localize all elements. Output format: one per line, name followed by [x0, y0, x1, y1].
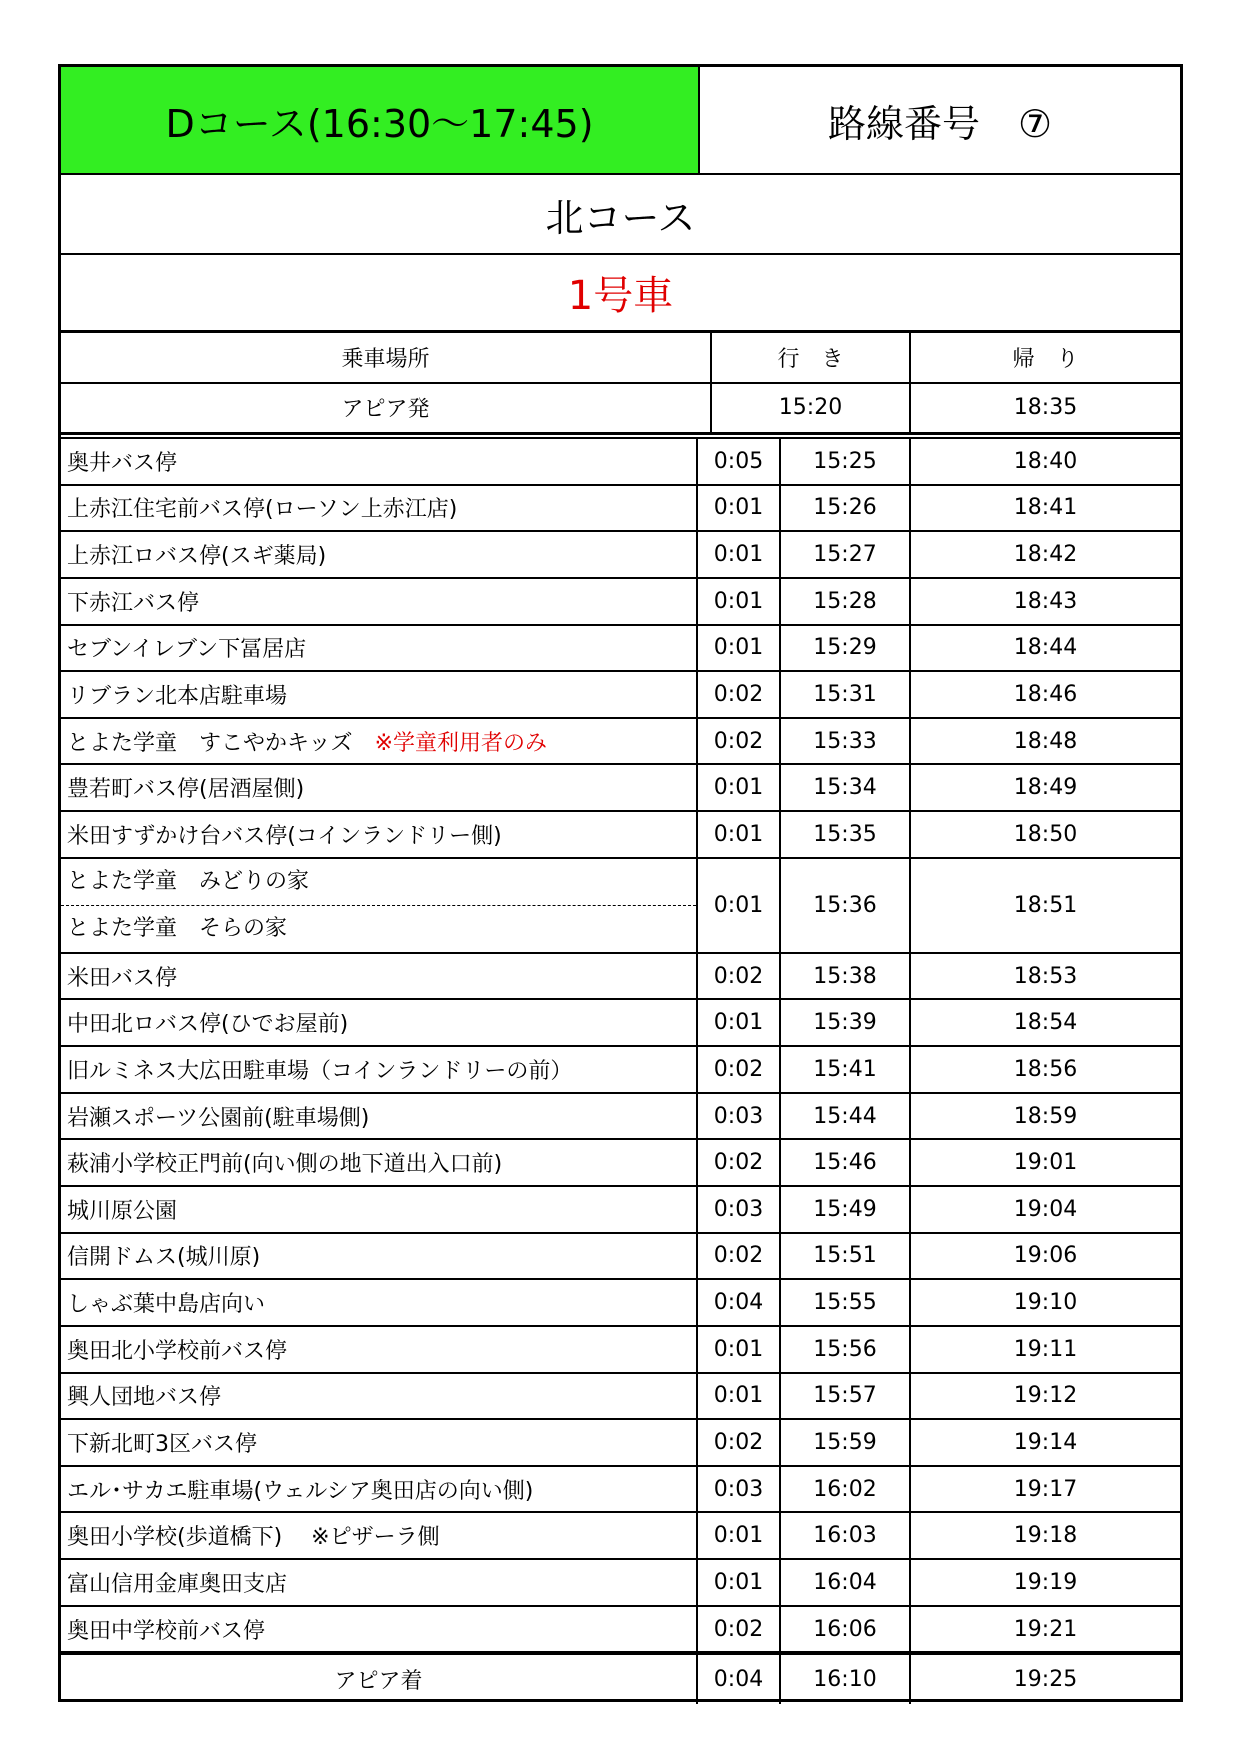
stop-row — [61, 1466, 1180, 1513]
arrive-out: 16:10 — [780, 1654, 910, 1704]
stop-row — [61, 718, 1180, 765]
stop-return-time: 19:06 — [910, 1233, 1180, 1280]
timetable-sheet — [58, 64, 1183, 1702]
stop-interval: 0:01 — [697, 1373, 780, 1420]
stop-return-time: 18:43 — [910, 578, 1180, 625]
stop-return-time: 18:53 — [910, 953, 1180, 1000]
stop-outbound-time: 15:27 — [780, 531, 910, 578]
stop-name-text: 城川原公園 — [67, 1198, 178, 1224]
stop-name — [61, 764, 697, 811]
stop-interval: 0:01 — [697, 811, 780, 858]
stop-row — [61, 953, 1180, 1000]
stop-row — [61, 1186, 1180, 1233]
stop-outbound-time: 15:35 — [780, 811, 910, 858]
stop-row — [61, 764, 1180, 811]
stop-outbound-time: 15:31 — [780, 671, 910, 718]
stop-name-text: 信開ドムス(城川原) — [67, 1245, 261, 1271]
stop-note: ※学童利用者のみ — [374, 730, 547, 756]
stop-name-text: 上赤江ロバス停(スギ薬局) — [67, 544, 327, 570]
stop-name — [61, 531, 697, 578]
stop-row — [61, 485, 1180, 532]
stop-name-text: 米田バス停 — [67, 965, 178, 991]
stop-name-text: 萩浦小学校正門前(向い側の地下道出入口前) — [67, 1152, 503, 1178]
stop-name — [61, 671, 697, 718]
stop-row — [61, 1326, 1180, 1373]
stop-row — [61, 1512, 1180, 1559]
stop-outbound-time: 15:55 — [780, 1279, 910, 1326]
stop-return-time: 19:12 — [910, 1373, 1180, 1420]
stop-row — [61, 671, 1180, 718]
stop-name-text: 下新北町3区バス停 — [67, 1431, 257, 1457]
stop-outbound-time: 15:39 — [780, 999, 910, 1046]
stop-row — [61, 1606, 1180, 1653]
stop-name — [61, 1466, 697, 1513]
stop-return-time: 18:42 — [910, 531, 1180, 578]
stop-outbound-time: 16:04 — [780, 1559, 910, 1606]
stop-row — [61, 1559, 1180, 1606]
stop-return-time: 18:59 — [910, 1093, 1180, 1140]
stop-interval: 0:03 — [697, 1466, 780, 1513]
stop-name-text: 旧ルミネス大広田駐車場（コインランドリーの前） — [67, 1058, 573, 1084]
route-number: 路線番号 ⑦ — [700, 67, 1180, 175]
arrive-gap: 0:04 — [697, 1654, 780, 1704]
stop-return-time: 18:49 — [910, 764, 1180, 811]
stop-outbound-time: 15:25 — [780, 438, 910, 485]
stops-table — [61, 437, 1180, 1653]
stop-interval: 0:01 — [697, 1326, 780, 1373]
depart-row — [61, 383, 1180, 433]
stop-name — [61, 1373, 697, 1420]
stop-outbound-time: 15:51 — [780, 1233, 910, 1280]
stop-interval: 0:02 — [697, 1419, 780, 1466]
stop-return-time: 19:19 — [910, 1559, 1180, 1606]
stop-outbound-time: 15:28 — [780, 578, 910, 625]
col-place-header: 乗車場所 — [61, 333, 711, 383]
stop-interval: 0:04 — [697, 1279, 780, 1326]
col-outbound-header: 行 き — [711, 333, 910, 383]
stop-return-time: 18:51 — [910, 858, 1180, 953]
stop-interval: 0:05 — [697, 438, 780, 485]
stop-row — [61, 625, 1180, 672]
stop-return-time: 18:46 — [910, 671, 1180, 718]
stop-outbound-time: 15:59 — [780, 1419, 910, 1466]
stop-return-time: 18:48 — [910, 718, 1180, 765]
stop-outbound-time: 15:38 — [780, 953, 910, 1000]
arrive-name: アピア着 — [61, 1654, 697, 1704]
stop-return-time: 18:54 — [910, 999, 1180, 1046]
stop-row — [61, 531, 1180, 578]
stop-name — [61, 1233, 697, 1280]
stop-name-text: 奥田小学校(歩道橋下) ※ピザーラ側 — [67, 1525, 440, 1551]
course-title: Dコース(16:30～17:45) — [61, 67, 700, 175]
stop-interval: 0:03 — [697, 1186, 780, 1233]
stop-row — [61, 578, 1180, 625]
stop-interval: 0:01 — [697, 485, 780, 532]
column-header-table — [61, 333, 1180, 435]
stop-name-text: リブラン北本店駐車場 — [67, 684, 288, 710]
stop-name-text: 上赤江住宅前バス停(ローソン上赤江店) — [67, 497, 458, 523]
stop-row — [61, 438, 1180, 485]
stop-outbound-time: 15:26 — [780, 485, 910, 532]
stop-name — [61, 1279, 697, 1326]
stop-row — [61, 1233, 1180, 1280]
stop-row — [61, 1373, 1180, 1420]
stop-row — [61, 858, 1180, 953]
stop-interval: 0:01 — [697, 625, 780, 672]
stop-interval: 0:03 — [697, 1093, 780, 1140]
stop-return-time: 19:14 — [910, 1419, 1180, 1466]
stop-outbound-time: 15:46 — [780, 1139, 910, 1186]
stop-name — [61, 1093, 697, 1140]
stop-row — [61, 1419, 1180, 1466]
stop-name — [61, 1419, 697, 1466]
stop-name — [61, 438, 697, 485]
stop-outbound-time: 15:34 — [780, 764, 910, 811]
stop-name-text: 富山信用金庫奥田支店 — [67, 1571, 288, 1597]
stop-name — [61, 1326, 697, 1373]
stop-interval: 0:02 — [697, 953, 780, 1000]
stop-outbound-time: 15:33 — [780, 718, 910, 765]
stop-outbound-time: 16:03 — [780, 1512, 910, 1559]
stop-name — [61, 485, 697, 532]
stop-interval: 0:01 — [697, 1559, 780, 1606]
stop-return-time: 19:10 — [910, 1279, 1180, 1326]
stop-interval: 0:01 — [697, 764, 780, 811]
stop-return-time: 19:17 — [910, 1466, 1180, 1513]
arrive-row — [61, 1654, 1180, 1704]
stop-interval: 0:01 — [697, 1512, 780, 1559]
stop-outbound-time: 15:49 — [780, 1186, 910, 1233]
stop-name-text: 奥田北小学校前バス停 — [67, 1338, 288, 1364]
col-return-header: 帰 り — [910, 333, 1180, 383]
stop-interval: 0:02 — [697, 718, 780, 765]
stop-row — [61, 999, 1180, 1046]
arrive-table — [61, 1652, 1180, 1704]
stop-name-text: 興人団地バス停 — [67, 1385, 222, 1411]
arrive-ret: 19:25 — [910, 1654, 1180, 1704]
stop-outbound-time: 15:57 — [780, 1373, 910, 1420]
stop-interval: 0:02 — [697, 1233, 780, 1280]
stop-interval: 0:01 — [697, 999, 780, 1046]
stop-name-text: とよた学童 すこやかキッズ — [67, 730, 375, 756]
car-number: 1号車 — [61, 255, 1180, 333]
stop-name-text: エル･サカエ駐車場(ウェルシア奥田店の向い側) — [67, 1478, 534, 1504]
stop-interval: 0:01 — [697, 858, 780, 953]
stop-name — [61, 578, 697, 625]
column-header-row — [61, 333, 1180, 383]
stop-name — [61, 1046, 697, 1093]
stop-outbound-time: 15:41 — [780, 1046, 910, 1093]
stop-return-time: 18:41 — [910, 485, 1180, 532]
stop-name — [61, 999, 697, 1046]
area-title: 北コース — [61, 175, 1180, 255]
depart-name: アピア発 — [61, 383, 711, 433]
stop-name — [61, 718, 697, 765]
stop-name — [61, 1559, 697, 1606]
stop-row — [61, 811, 1180, 858]
stop-return-time: 19:01 — [910, 1139, 1180, 1186]
stop-name — [61, 811, 697, 858]
stop-name-text: 中田北ロバス停(ひでお屋前) — [67, 1012, 349, 1038]
stop-name — [61, 625, 697, 672]
stop-name — [61, 1606, 697, 1653]
stop-outbound-time: 16:06 — [780, 1606, 910, 1653]
stop-name-text: しゃぶ葉中島店向い — [67, 1292, 266, 1318]
stop-outbound-time: 15:36 — [780, 858, 910, 953]
stop-name-text: 奥田中学校前バス停 — [67, 1618, 266, 1644]
stop-name — [61, 1186, 697, 1233]
stop-name-text: セブンイレブン下冨居店 — [67, 637, 307, 663]
stop-interval: 0:02 — [697, 1046, 780, 1093]
stop-name-text: 奥井バス停 — [67, 450, 178, 476]
stop-return-time: 19:21 — [910, 1606, 1180, 1653]
stop-row — [61, 1139, 1180, 1186]
stop-name — [61, 1139, 697, 1186]
stop-outbound-time: 15:44 — [780, 1093, 910, 1140]
stop-interval: 0:02 — [697, 1139, 780, 1186]
stop-interval: 0:01 — [697, 578, 780, 625]
stop-name-primary: とよた学童 みどりの家 — [61, 859, 696, 906]
stop-return-time: 18:50 — [910, 811, 1180, 858]
stop-name — [61, 858, 697, 953]
stop-row — [61, 1093, 1180, 1140]
stop-return-time: 18:56 — [910, 1046, 1180, 1093]
stop-return-time: 19:11 — [910, 1326, 1180, 1373]
depart-out: 15:20 — [711, 383, 910, 433]
stop-return-time: 18:40 — [910, 438, 1180, 485]
stop-name-text: 下赤江バス停 — [67, 590, 200, 616]
stop-return-time: 18:44 — [910, 625, 1180, 672]
stop-return-time: 19:04 — [910, 1186, 1180, 1233]
stop-name-text: 豊若町バス停(居酒屋側) — [67, 777, 305, 803]
stop-interval: 0:01 — [697, 531, 780, 578]
stop-row — [61, 1046, 1180, 1093]
stop-name — [61, 953, 697, 1000]
stop-interval: 0:02 — [697, 1606, 780, 1653]
stop-name — [61, 1512, 697, 1559]
stop-return-time: 19:18 — [910, 1512, 1180, 1559]
stop-name-text: 岩瀬スポーツ公園前(駐車場側) — [67, 1105, 370, 1131]
stop-name-text: 米田すずかけ台バス停(コインランドリー側) — [67, 823, 502, 849]
stop-row — [61, 1279, 1180, 1326]
depart-ret: 18:35 — [910, 383, 1180, 433]
stop-outbound-time: 15:56 — [780, 1326, 910, 1373]
stop-interval: 0:02 — [697, 671, 780, 718]
stop-outbound-time: 16:02 — [780, 1466, 910, 1513]
stop-outbound-time: 15:29 — [780, 625, 910, 672]
stop-name-secondary: とよた学童 そらの家 — [67, 915, 288, 941]
